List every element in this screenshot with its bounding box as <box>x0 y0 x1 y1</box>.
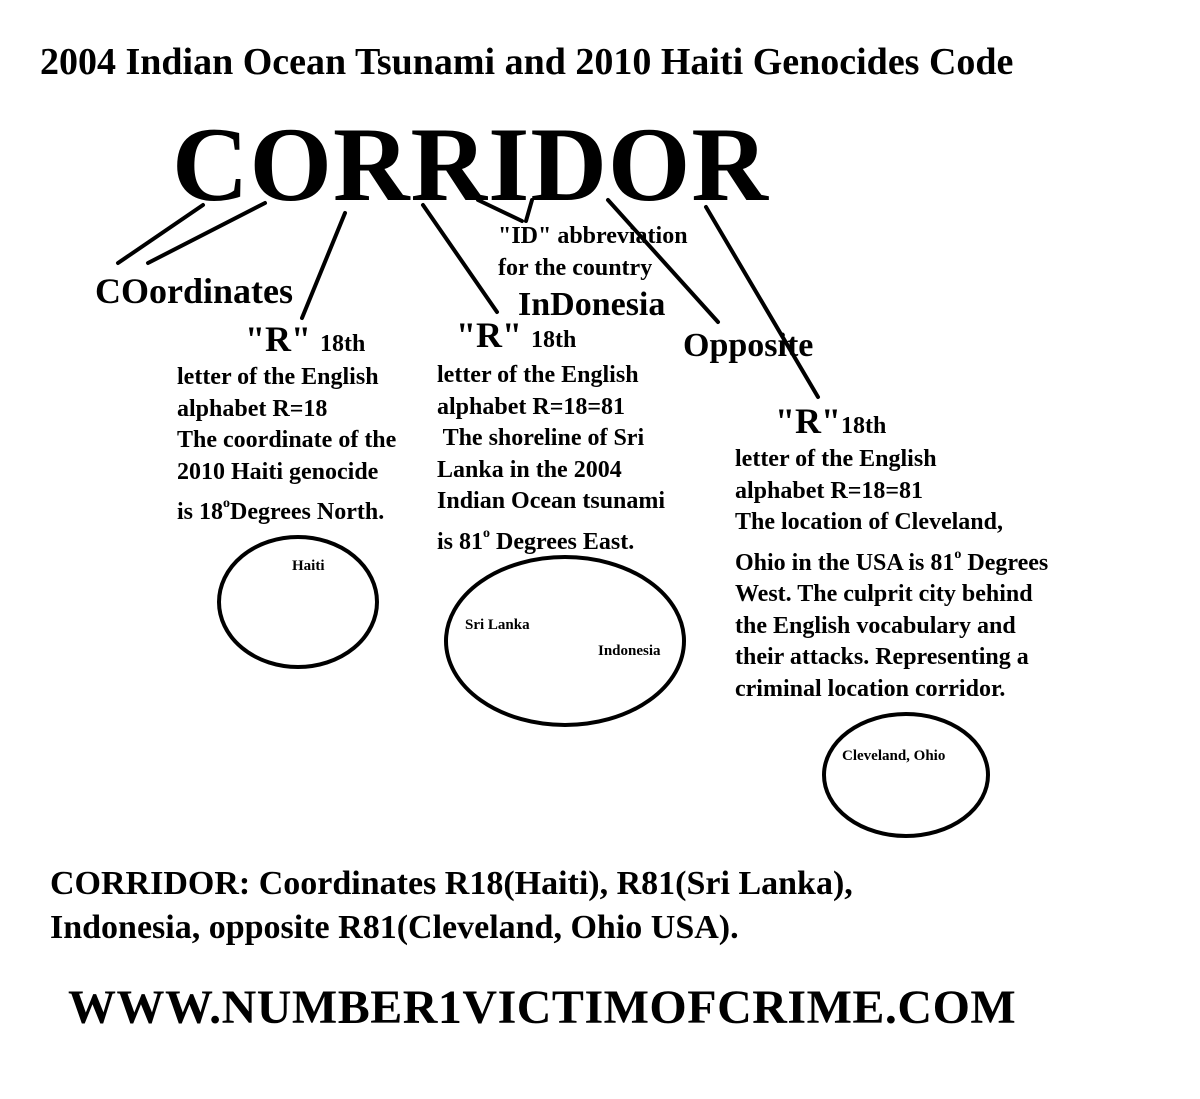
text-line: letter of the English <box>735 446 937 472</box>
text-line: alphabet R=18=81 <box>735 477 924 504</box>
website-url: WWW.NUMBER1VICTIMOFCRIME.COM <box>68 981 1017 1034</box>
text-fragment: Degrees East. <box>490 528 635 555</box>
degree-mark: o <box>483 525 491 541</box>
r-letter: "R" <box>775 401 841 441</box>
text-line: letter of the English <box>437 362 639 388</box>
page-title: 2004 Indian Ocean Tsunami and 2010 Haiti Genocides Code <box>40 41 1014 83</box>
id-abbreviation-note <box>498 220 688 284</box>
text-line: criminal location corridor. <box>735 675 1006 702</box>
coordinates-label: COordinates <box>95 271 293 311</box>
text-line: The shoreline of Sri <box>437 425 645 451</box>
text-line: Indian Ocean tsunami <box>437 488 666 514</box>
text-fragment: is 18 <box>177 499 224 525</box>
sri-lanka-circle-label: Sri Lanka <box>465 617 530 633</box>
line-r3-to-r-block <box>706 207 818 397</box>
summary-line: Indonesia, opposite R81(Cleveland, Ohio USA). <box>50 909 739 946</box>
text-line <box>735 539 1048 580</box>
text-line: alphabet R=18 <box>177 395 328 422</box>
id-note-line: for the country <box>498 255 653 281</box>
indonesia-label: InDonesia <box>518 286 666 323</box>
text-line: 2010 Haiti genocide <box>177 458 379 485</box>
haiti-circle-label: Haiti <box>292 558 325 574</box>
text-line: letter of the English <box>177 364 379 390</box>
r-block-2-text <box>437 360 665 558</box>
opposite-label: Opposite <box>683 327 814 364</box>
text-line: the English vocabulary and <box>735 612 1016 639</box>
corridor-word: CORRIDOR <box>172 106 769 223</box>
r-letter: "R" <box>456 315 522 355</box>
line-r1-to-r-block <box>302 213 345 318</box>
text-line: Lanka in the 2004 <box>437 456 622 483</box>
text-line: West. The culprit city behind <box>735 581 1033 607</box>
text-fragment: Degrees <box>961 549 1049 576</box>
haiti-circle <box>219 537 377 667</box>
text-line: The coordinate of the <box>177 427 397 453</box>
cleveland-circle-label: Cleveland, Ohio <box>842 748 946 764</box>
r-ordinal: 18th <box>530 327 577 353</box>
r-heading-1 <box>245 318 365 360</box>
r-ordinal: 18th <box>319 331 366 357</box>
r-letter: "R" <box>245 319 311 359</box>
indonesia-circle-label: Indonesia <box>598 643 661 659</box>
sri-lanka-indonesia-circle <box>446 557 684 725</box>
text-line: The location of Cleveland, <box>735 509 1003 535</box>
degree-mark: o <box>223 496 231 511</box>
text-fragment: is 81 <box>437 528 484 555</box>
id-note-line: "ID" abbreviation <box>498 223 688 249</box>
r-heading-3 <box>775 400 886 442</box>
text-fragment: Ohio in the USA is 81 <box>735 549 955 576</box>
text-line <box>177 488 396 529</box>
cleveland-circle <box>824 714 988 836</box>
text-line: their attacks. Representing a <box>735 644 1029 670</box>
r-heading-2 <box>456 314 576 356</box>
text-fragment: Degrees North. <box>230 499 385 525</box>
r-ordinal: 18th <box>840 413 887 439</box>
degree-mark: o <box>954 546 962 562</box>
text-line <box>437 518 665 559</box>
r-block-1-text <box>177 362 396 529</box>
summary-line: CORRIDOR: Coordinates R18(Haiti), R81(Sri Lanka), <box>50 865 853 902</box>
text-line: alphabet R=18=81 <box>437 393 626 420</box>
summary-text <box>50 862 853 950</box>
r-block-3-text <box>735 444 1048 705</box>
